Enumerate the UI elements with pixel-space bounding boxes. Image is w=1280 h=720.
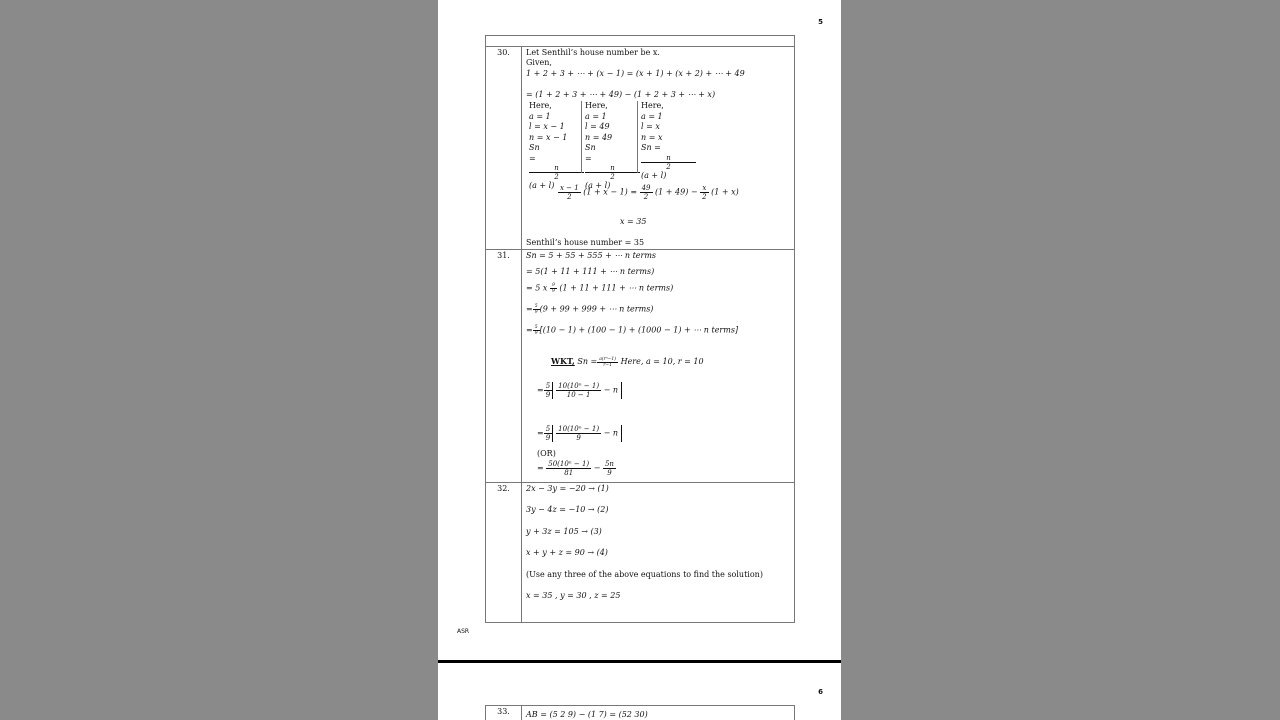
question-row-31: [486, 250, 794, 483]
param-n: n = 49: [585, 132, 613, 142]
page-number: 5: [818, 18, 823, 26]
label: Here,: [585, 101, 608, 110]
series-params-column: [529, 101, 584, 192]
equation: 3y − 4z = −10 → (2): [526, 505, 609, 514]
param-a: a = 1: [641, 111, 663, 121]
question-body: [522, 250, 794, 482]
question-body: [522, 706, 794, 720]
param-n: n = x: [641, 132, 663, 142]
step: = $\frac{5}{9}$ $\frac{\text{10(10ⁿ − 1)}}{9}$ − n: [537, 425, 622, 442]
question-row-33: [486, 706, 794, 720]
question-body: [522, 483, 794, 622]
answer: Senthil’s house number = 35: [526, 238, 645, 247]
question-number: 31.: [486, 250, 522, 482]
footer-initials: ASR: [457, 628, 470, 635]
equation: 1 + 2 + 3 + ⋯ + (x − 1) = (x + 1) + (x + 2) + ⋯ + 49: [526, 69, 745, 78]
document-page: [438, 663, 841, 720]
param-n: n = x − 1: [529, 132, 568, 142]
combined-equation: $\frac{x - 1}{2}$ (1 + x − 1) = $\frac{49}{2}$ (1 + 49) − $\frac{x}{2}$ (1 + x): [560, 184, 739, 201]
label: Here,: [641, 101, 664, 110]
step: = $\frac{\text{50(10ⁿ − 1)}}{81}$ − $\frac{5n}{9}$: [537, 460, 614, 477]
document-page: [438, 0, 841, 660]
question-number: 32.: [486, 483, 522, 622]
given-text: Given,: [526, 58, 552, 67]
answer-table: [485, 35, 795, 623]
series-params-column: [641, 101, 696, 181]
page-number: 6: [818, 688, 823, 696]
sum-formula: = n 2 (a + l): [529, 154, 584, 192]
question-body: [522, 47, 794, 249]
answer-table: [485, 705, 795, 720]
equation: = (1 + 2 + 3 + ⋯ + 49) − (1 + 2 + 3 + ⋯ + x): [526, 90, 716, 99]
question-row-30: [486, 47, 794, 250]
wkt-formula: WKT, Sn = $\frac{\text{a(rⁿ−1)}}{r-1}$ Here, a = 10, r = 10: [551, 356, 704, 368]
column-divider: [637, 101, 638, 173]
column-divider: [581, 101, 582, 173]
equation: = 5(1 + 11 + 111 + ⋯ n terms): [526, 267, 655, 276]
sum-symbol: Sn: [585, 143, 596, 152]
question-number: 30.: [486, 47, 522, 249]
param-l: l = x − 1: [529, 122, 565, 131]
equation: = $\frac{5}{9}$ [(10 − 1) + (100 − 1) + (1000 − 1) + ⋯ n terms]: [526, 325, 739, 336]
question-row-32: [486, 483, 794, 623]
equation: = $\frac{5}{9}$ (9 + 99 + 999 + ⋯ n terms): [526, 304, 654, 315]
equation: y + 3z = 105 → (3): [526, 527, 602, 536]
sum-symbol: Sn: [529, 143, 540, 152]
label: Here,: [529, 101, 552, 110]
param-a: a = 1: [585, 111, 607, 121]
equation: = 5 x $\frac{9}{9}$ (1 + 11 + 111 + ⋯ n terms): [526, 283, 674, 294]
param-l: l = 49: [585, 122, 610, 131]
equation: x + y + z = 90 → (4): [526, 548, 608, 557]
solution: x = 35 , y = 30 , z = 25: [526, 591, 621, 600]
intro-text: Let Senthil’s house number be x.: [526, 48, 660, 57]
param-l: l = x: [641, 122, 660, 131]
note: (Use any three of the above equations to find the solution): [526, 570, 763, 579]
step: = $\frac{5}{9}$ $\frac{\text{10(10ⁿ − 1)}}{10 - 1}$ − n: [537, 382, 622, 399]
sum-formula: Sn = n 2 (a + l): [641, 143, 696, 181]
equation: 2x − 3y = −20 → (1): [526, 484, 609, 493]
sum-formula: = n 2 (a + l): [585, 154, 640, 192]
table-header-row: [486, 36, 794, 47]
equation: Sn = 5 + 55 + 555 + ⋯ n terms: [526, 251, 657, 260]
param-a: a = 1: [529, 111, 551, 121]
matrix-equation: AB = (5 2 9) − (1 7) = (52 30): [526, 710, 648, 719]
result: x = 35: [620, 217, 647, 226]
or-label: (OR): [537, 449, 556, 458]
series-params-column: [585, 101, 640, 192]
question-number: 33.: [486, 706, 522, 720]
